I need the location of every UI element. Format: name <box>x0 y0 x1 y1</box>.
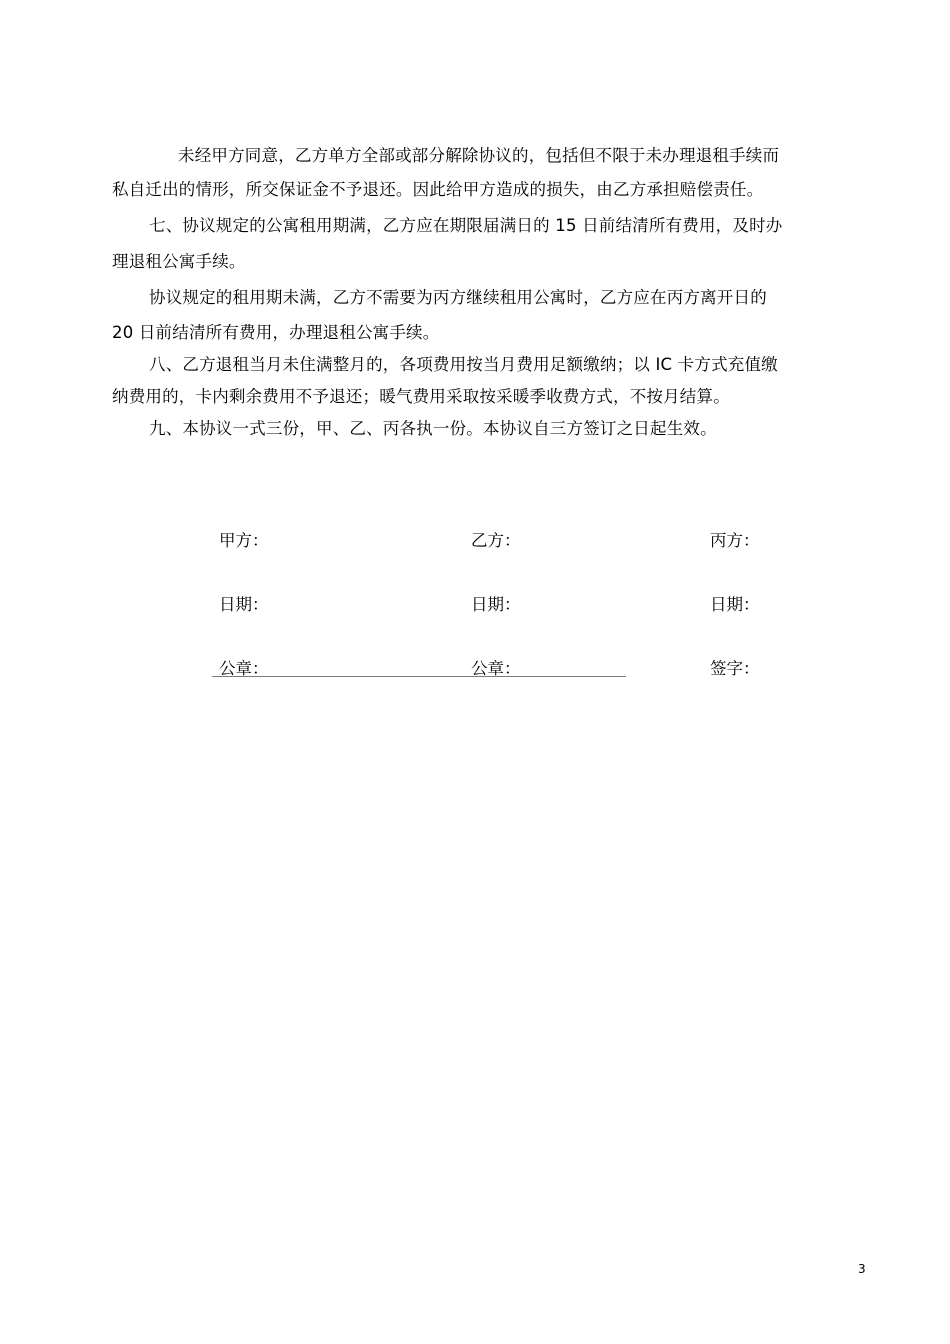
clause-early-termination <box>112 139 872 207</box>
text-line: 七、协议规定的公寓租用期满，乙方应在期限届满日的 15 日前结清所有费用，及时办 <box>149 216 783 235</box>
party-a-seal-label: 公章： <box>219 659 269 678</box>
clause-eight <box>112 349 872 413</box>
party-b-date-label: 日期： <box>471 595 521 614</box>
text-line: 纳费用的，卡内剩余费用不予退还；暖气费用采取按采暖季收费方式，不按月结算。 <box>112 387 730 406</box>
party-a-label: 甲方： <box>219 531 269 550</box>
text-line: 未经甲方同意，乙方单方全部或部分解除协议的，包括但不限于未办理退租手续而 <box>178 146 780 165</box>
party-b-seal-label: 公章： <box>471 659 521 678</box>
page-number: 3 <box>858 1262 866 1276</box>
agreement-body <box>112 139 872 445</box>
party-c-label: 丙方： <box>710 531 760 550</box>
text-line: 私自迁出的情形，所交保证金不予退还。因此给甲方造成的损失，由乙方承担赔偿责任。 <box>112 180 764 199</box>
party-b-label: 乙方： <box>471 531 521 550</box>
signature-rule-line <box>212 676 626 677</box>
clause-seven-supplement <box>112 279 872 349</box>
clause-nine <box>112 413 872 445</box>
clause-seven <box>112 207 872 279</box>
party-c-date-label: 日期： <box>710 595 760 614</box>
party-a-date-label: 日期： <box>219 595 269 614</box>
text-line: 20 日前结清所有费用，办理退租公寓手续。 <box>112 323 440 342</box>
text-line: 九、本协议一式三份，甲、乙、丙各执一份。本协议自三方签订之日起生效。 <box>149 419 717 438</box>
text-line: 八、乙方退租当月未住满整月的，各项费用按当月费用足额缴纳；以 IC 卡方式充值缴 <box>149 355 778 374</box>
text-line: 理退租公寓手续。 <box>112 252 246 271</box>
party-c-signature-label: 签字： <box>710 659 760 678</box>
text-line: 协议规定的租用期未满，乙方不需要为丙方继续租用公寓时，乙方应在丙方离开日的 <box>149 288 767 307</box>
